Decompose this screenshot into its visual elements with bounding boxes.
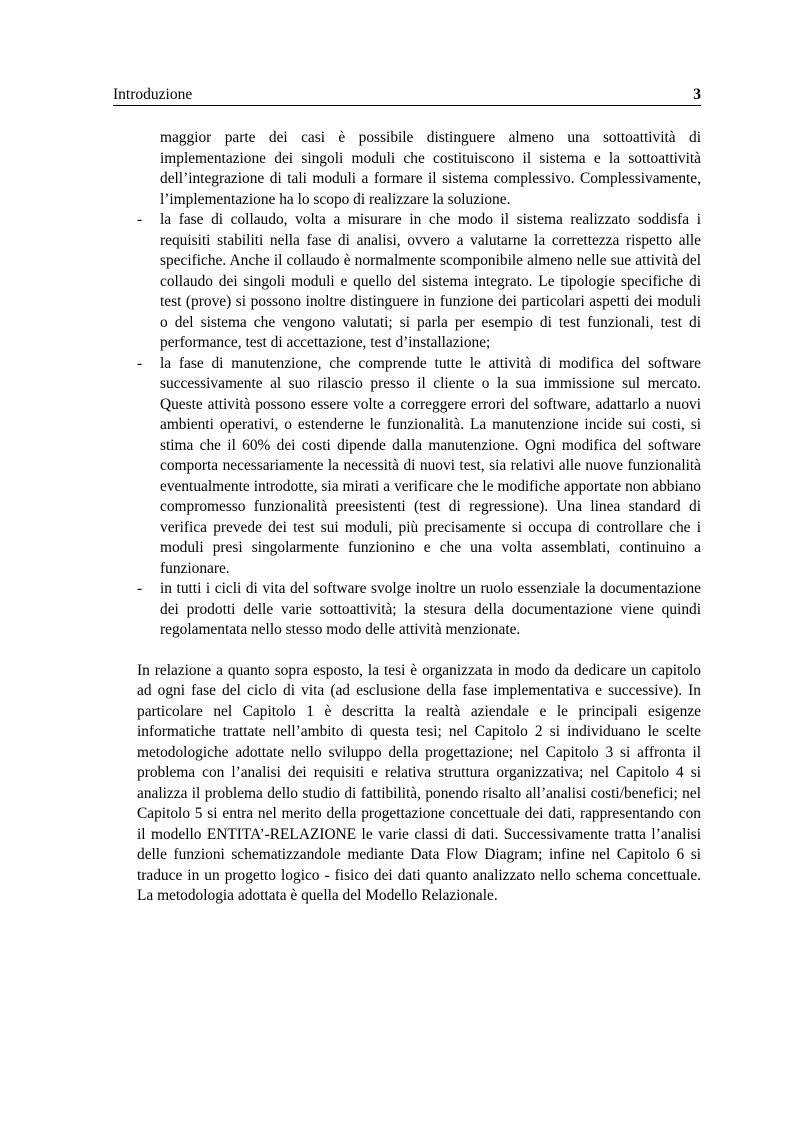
list-item-text: maggior parte dei casi è possibile distinguere almeno una sottoattività di implementazione dei singoli moduli che costituiscono il sistema e la sottoattività dell’integrazione di tali moduli a formare il sistema complessivo. Complessivamente, l’implementazione ha lo scopo di realizzare la soluzione. <box>160 129 701 208</box>
header-rule <box>113 105 701 106</box>
body-text <box>137 128 701 907</box>
running-header <box>113 85 701 105</box>
list-item-text: la fase di collaudo, volta a misurare in che modo il sistema realizzato soddisfa i requisiti stabiliti nella fase di analisi, ovvero a valutarne la correttezza rispetto alle specifiche. Anche il collaudo è normalmente scomponibile almeno nelle sue attività del collaudo dei singoli moduli e quello del sistema integrato. Le tipologie specifiche di test (prove) si possono inoltre distinguere in funzione dei particolari aspetti dei moduli o del sistema che vengono valutati; si parla per esempio di test funzionali, test di performance, test di accettazione, test d’installazione; <box>160 211 701 351</box>
list-marker: - <box>137 354 143 372</box>
list-item-text: la fase di manutenzione, che comprende tutte le attività di modifica del software successivamente al suo rilascio presso il cliente o la sua immissione sul mercato. Queste attività possono essere volte a correggere errori del software, adattarlo a nuovi ambienti operativi, o estenderne le funzionalità. La manutenzione incide sui costi, si stima che il 60% dei costi dipende dalla manutenzione. Ogni modifica del software comporta necessariamente la necessità di nuovi test, sia relativi alle nuove funzionalità eventualmente introdotte, sia mirati a verificare che le modifiche apportate non abbiano compromesso funzionalità preesistenti (test di regressione). Una linea standard di verifica prevede dei test sui moduli, più precisamente si occupa di controllare che i moduli presi singolarmente funzionino e che una volta assemblati, continuino a funzionare. <box>160 354 701 577</box>
list-marker: - <box>137 580 143 597</box>
page-number: 3 <box>693 86 701 103</box>
list-item <box>137 210 701 354</box>
list-item <box>137 354 701 580</box>
thesis-structure-paragraph: In relazione a quanto sopra esposto, la tesi è organizzata in modo da dedicare un capitolo ad ogni fase del ciclo di vita (ad esclusione della fase implementativa e successive). In particolare nel Capitolo 1 è descritta la realtà aziendale e le principali esigenze informatiche trattate nell’ambito di questa tesi; nel Capitolo 2 si individuano le scelte metodologiche adottate nello sviluppo della progettazione; nel Capitolo 3 si affronta il problema con l’analisi dei requisiti e relativa struttura organizzativa; nel Capitolo 4 si analizza il problema dello studio di fattibilità, ponendo risalto all’analisi costi/benefici; nel Capitolo 5 si entra nel merito della progettazione concettuale dei dati, rappresentando con il modello ENTITA’-RELAZIONE le varie classi di dati. Successivamente tratta l’analisi delle funzioni schematizzandole mediante Data Flow Diagram; infine nel Capitolo 6 si traduce in un progetto logico - fisico dei dati quanto analizzato nello schema concettuale. La metodologia adottata è quella del Modello Relazionale. <box>137 661 701 904</box>
section-title: Introduzione <box>113 86 193 103</box>
lifecycle-phase-list <box>137 128 701 641</box>
list-item-text: in tutti i cicli di vita del software svolge inoltre un ruolo essenziale la documentazione dei prodotti delle varie sottoattività; la stesura della documentazione viene quindi regolamentata nello stesso modo delle attività menzionate. <box>160 580 701 638</box>
list-marker: - <box>137 211 143 228</box>
list-item <box>137 128 701 210</box>
list-item <box>137 579 701 641</box>
